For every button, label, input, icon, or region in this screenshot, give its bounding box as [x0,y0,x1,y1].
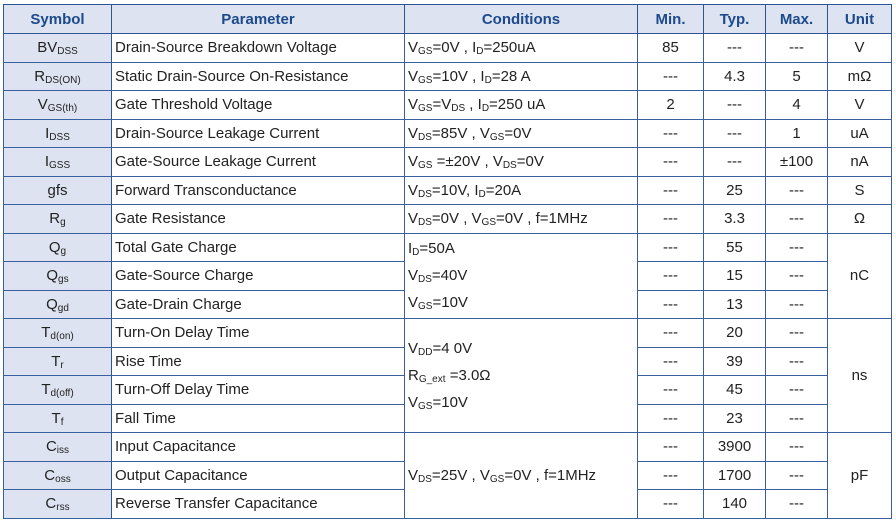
unit-cell-switching: ns [828,319,892,433]
table-row [4,176,892,205]
parameter-cell: Input Capacitance [112,433,405,462]
typ-cell: 23 [704,404,766,433]
symbol-cell: $BV_{DSS}$ [4,34,112,63]
min-cell: --- [638,319,704,348]
max-cell: --- [766,262,828,291]
parameter-cell: Gate-Source Leakage Current [112,148,405,177]
parameter-cell: Gate-Drain Charge [112,290,405,319]
typ-cell: 45 [704,376,766,405]
header-symbol: Symbol [4,5,112,34]
conditions-cell-switching [405,319,638,433]
min-cell: --- [638,176,704,205]
unit-cell: S [828,176,892,205]
unit-cell: Ω [828,205,892,234]
symbol-cell: $T_f$ [4,404,112,433]
typ-cell: 4.3 [704,62,766,91]
typ-cell: --- [704,148,766,177]
unit-cell-capacitance: pF [828,433,892,519]
table-row [4,205,892,234]
max-cell: --- [766,34,828,63]
table-row [4,91,892,120]
typ-cell: 140 [704,490,766,519]
symbol-cell: $C_{oss}$ [4,461,112,490]
header-max: Max. [766,5,828,34]
symbol-cell: $I_{GSS}$ [4,148,112,177]
symbol-cell: $C_{rss}$ [4,490,112,519]
typ-cell: --- [704,91,766,120]
min-cell: 85 [638,34,704,63]
max-cell: --- [766,176,828,205]
charge-condition-line: $I_D=50A$ [408,240,455,259]
typ-cell: 25 [704,176,766,205]
max-cell: --- [766,233,828,262]
symbol-cell: $C_{iss}$ [4,433,112,462]
conditions-cell: $V_{GS}=V_{DS}$ , $I_D=250$ uA [405,91,638,120]
symbol-cell: $T_{d(off)}$ [4,376,112,405]
symbol-cell: gfs [4,176,112,205]
max-cell: --- [766,461,828,490]
typ-cell: 13 [704,290,766,319]
conditions-cell: $V_{DS}=10V$, $I_D=20A$ [405,176,638,205]
typ-cell: --- [704,34,766,63]
parameter-cell: Rise Time [112,347,405,376]
conditions-cell: $V_{GS}=0V$ , $I_D=250uA$ [405,34,638,63]
max-cell: --- [766,347,828,376]
switching-condition-line: $R_{G\_ext} =3.0\Omega$ [408,367,491,385]
min-cell: --- [638,490,704,519]
min-cell: --- [638,62,704,91]
table-row [4,119,892,148]
unit-cell: nA [828,148,892,177]
min-cell: 2 [638,91,704,120]
header-parameter: Parameter [112,5,405,34]
max-cell: 1 [766,119,828,148]
table-row [4,433,892,462]
spec-table-container [3,4,892,519]
max-cell: --- [766,404,828,433]
symbol-cell: $V_{GS(th)}$ [4,91,112,120]
symbol-cell: $T_r$ [4,347,112,376]
typ-cell: 20 [704,319,766,348]
unit-cell: uA [828,119,892,148]
min-cell: --- [638,205,704,234]
max-cell: ±100 [766,148,828,177]
conditions-cell-capacitance: $V_{DS}=25V$ , $V_{GS}=0V$ , f=1MHz [405,433,638,519]
symbol-cell: $Q_g$ [4,233,112,262]
table-row [4,233,892,262]
typ-cell: 1700 [704,461,766,490]
max-cell: 5 [766,62,828,91]
parameter-cell: Forward Transconductance [112,176,405,205]
typ-cell: 39 [704,347,766,376]
unit-cell: V [828,34,892,63]
symbol-cell: $Q_{gs}$ [4,262,112,291]
unit-cell: mΩ [828,62,892,91]
header-unit: Unit [828,5,892,34]
typ-cell: 3900 [704,433,766,462]
max-cell: --- [766,490,828,519]
conditions-cell: $V_{DS}=85V$ , $V_{GS}=0V$ [405,119,638,148]
min-cell: --- [638,262,704,291]
min-cell: --- [638,433,704,462]
electrical-characteristics-table [3,4,892,519]
min-cell: --- [638,233,704,262]
parameter-cell: Drain-Source Leakage Current [112,119,405,148]
parameter-cell: Turn-On Delay Time [112,319,405,348]
table-row [4,62,892,91]
conditions-cell: $V_{GS} =\pm 20V$ , $V_{DS}=0V$ [405,148,638,177]
symbol-cell: $Q_{gd}$ [4,290,112,319]
max-cell: --- [766,205,828,234]
min-cell: --- [638,119,704,148]
parameter-cell: Output Capacitance [112,461,405,490]
typ-cell: --- [704,119,766,148]
conditions-cell: $V_{DS}=0V$ , $V_{GS}=0V$ , f=1MHz [405,205,638,234]
symbol-cell: $I_{DSS}$ [4,119,112,148]
table-row [4,34,892,63]
parameter-cell: Fall Time [112,404,405,433]
parameter-cell: Gate Threshold Voltage [112,91,405,120]
unit-cell: V [828,91,892,120]
max-cell: --- [766,319,828,348]
min-cell: --- [638,290,704,319]
switching-condition-line: $V_{GS}=10V$ [408,394,468,412]
parameter-cell: Turn-Off Delay Time [112,376,405,405]
typ-cell: 55 [704,233,766,262]
parameter-cell: Static Drain-Source On-Resistance [112,62,405,91]
min-cell: --- [638,461,704,490]
conditions-cell: $V_{GS}=10V$ , $I_D=28$ A [405,62,638,91]
max-cell: 4 [766,91,828,120]
parameter-cell: Reverse Transfer Capacitance [112,490,405,519]
header-min: Min. [638,5,704,34]
unit-cell-charge: nC [828,233,892,319]
max-cell: --- [766,376,828,405]
max-cell: --- [766,433,828,462]
parameter-cell: Total Gate Charge [112,233,405,262]
min-cell: --- [638,376,704,405]
min-cell: --- [638,347,704,376]
symbol-cell: $R_g$ [4,205,112,234]
table-row [4,148,892,177]
header-conditions: Conditions [405,5,638,34]
symbol-cell: $T_{d(on)}$ [4,319,112,348]
parameter-cell: Drain-Source Breakdown Voltage [112,34,405,63]
parameter-cell: Gate Resistance [112,205,405,234]
conditions-cell-charge [405,233,638,319]
min-cell: --- [638,404,704,433]
max-cell: --- [766,290,828,319]
header-typ: Typ. [704,5,766,34]
charge-condition-line: $V_{GS}=10V$ [408,294,468,313]
header-row [4,5,892,34]
switching-condition-line: $V_{DD}=4$ 0V [408,340,473,358]
symbol-cell: $R_{DS(ON)}$ [4,62,112,91]
min-cell: --- [638,148,704,177]
parameter-cell: Gate-Source Charge [112,262,405,291]
typ-cell: 3.3 [704,205,766,234]
table-row [4,319,892,348]
charge-condition-line: $V_{DS}=40V$ [408,267,468,286]
typ-cell: 15 [704,262,766,291]
